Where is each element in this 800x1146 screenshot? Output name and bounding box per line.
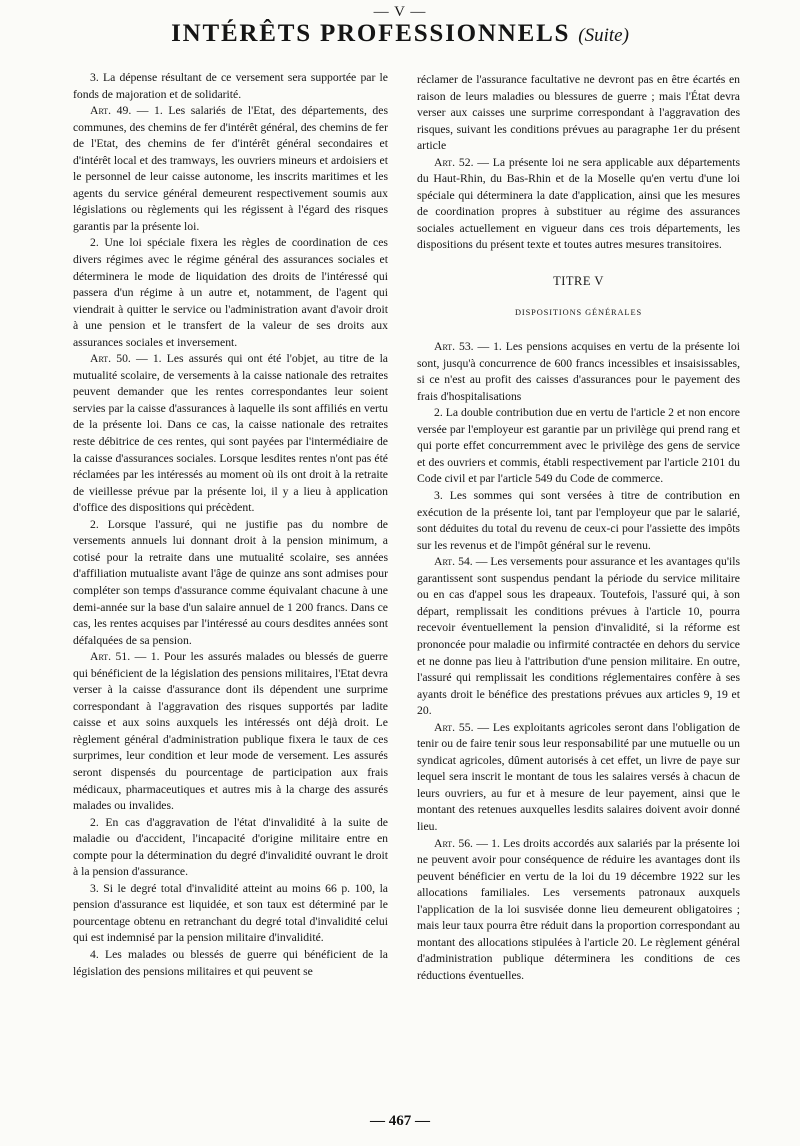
paragraph-text: 3. Les sommes qui sont versées à titre de contribution en exécution de la présente loi, tant par l'employeur que par le salarié, sont déduites du total du revenu de ceux-ci pour l'assiette des impôts sur les revenus et de l'impôt général sur le revenu. bbox=[417, 489, 740, 552]
paragraph bbox=[73, 649, 388, 814]
paragraph bbox=[73, 235, 388, 351]
paragraph-text: — 1. Les salariés de l'Etat, des départements, des communes, des chemins de fer d'intérêt général, des chemins de fer de l'Etat, des chemins de fer d'intérêt général secondaires et d'intérêt local et des tramways, les ouvriers mineurs et ardoisiers et le personnel de leur caisse autonome, les inscrits maritimes et les agents du service général demeurent respectivement soumis aux législations ou règlements qui les régissent à l'égard des risques garantis par la présente loi. bbox=[73, 104, 389, 233]
article-label: Art. 49. bbox=[90, 104, 132, 118]
paragraph bbox=[417, 339, 740, 405]
page-number: — 467 — bbox=[370, 1113, 430, 1129]
paragraph bbox=[417, 405, 740, 488]
paragraph bbox=[73, 103, 388, 235]
paragraph-text: 4. Les malades ou blessés de guerre qui bénéficient de la législation des pensions militaires et qui peuvent se bbox=[73, 947, 388, 978]
paragraph-text: 2. En cas d'aggravation de l'état d'invalidité à la suite de maladie ou d'accident, l'incapacité d'origine militaire entre en compte pour la détermination du degré d'invalidité ouvrant le droit à la pension d'assurance. bbox=[73, 815, 388, 879]
paragraph bbox=[417, 155, 740, 254]
paragraph-text: — La présente loi ne sera applicable aux départements du Haut-Rhin, du Bas-Rhin et de la Moselle qu'en vertu d'une loi spéciale qui déterminera la date d'application, ainsi que les mesures de coordination propres à substituer au régime des assurances sociales actuellement en vigueur dans ces trois départements, les dispositions du présent texte et toutes autres mesures transitoires. bbox=[417, 155, 740, 252]
section-heading: TITRE V bbox=[553, 274, 604, 289]
article-label: Art. 55. bbox=[434, 720, 474, 734]
paragraph bbox=[73, 815, 388, 881]
page-title: INTÉRÊTS PROFESSIONNELS bbox=[171, 20, 571, 47]
paragraph-text: réclamer de l'assurance facultative ne devront pas en être écartés en raison de leurs maladies ou blessures de guerre ; mais l'État devra verser aux caisses une surprime correspondant à l'aggravation des risques, suivant les conditions prévues au paragraphe 1er du présent article bbox=[417, 73, 740, 153]
paragraph-text: — 1. Les droits accordés aux salariés par la présente loi ne peuvent avoir pour conséquence de réduire les avantages dont ils peuvent bénéficier en vertu de la loi du 19 décembre 1922 sur les allocations familiales. Les versements patronaux auxquels l'application de la loi susvisée donne lieu demeurent obligatoires ; mais leur taux pourra être réduit dans la proportion correspondant au montant des allocations stipulées à l'article 20. Le règlement général d'administration publique déterminera les conditions de ces réductions éventuelles. bbox=[417, 836, 741, 982]
paragraph-text: 3. La dépense résultant de ce versement sera supportée par le fonds de majoration et de solidarité. bbox=[73, 71, 388, 101]
paragraph bbox=[73, 517, 388, 649]
paragraph-text: 2. Lorsque l'assuré, qui ne justifie pas du nombre de versements annuels lui donnant droit à la pension minimum, a cotisé pour la retraite dans une mutualité scolaire, ses années d'affiliation mutualiste avant l'âge de quinze ans sont admises pour compléter son temps d'assurance comme équivalant chacune à une demi-année sur la base d'un salaire annuel de 1 200 francs. Dans ce cas, les rentes acquises par l'intéressé au cours desdites années sont défalquées de sa pension. bbox=[73, 517, 388, 647]
paragraph-text: — Les exploitants agricoles seront dans l'obligation de tenir ou de faire tenir sous leur responsabilité par une mutuelle ou un syndicat agricoles, dûment autorisés à cet effet, un livre de paye sur lequel sera inscrit le montant de tous les salaires versés à chacun de leurs ouvriers, au fur et à mesure de leur payement, ainsi que le montant des retenues auxquelles lesdits salaires doivent avoir donné lieu. bbox=[417, 720, 740, 833]
article-label: Art. 52. bbox=[434, 155, 474, 169]
paragraph bbox=[417, 836, 740, 985]
page-title-suite: (Suite) bbox=[578, 25, 629, 46]
paragraph bbox=[417, 488, 740, 554]
paragraph bbox=[73, 351, 388, 516]
roman-page-marker: — V — bbox=[373, 4, 427, 20]
article-label: Art. 56. bbox=[434, 836, 473, 850]
article-label: Art. 51. bbox=[90, 650, 131, 664]
paragraph bbox=[417, 720, 740, 836]
paragraph-text: 3. Si le degré total d'invalidité atteint au moins 66 p. 100, la pension d'assurance est liquidée, et son taux est déterminé par le pourcentage obtenu en retranchant du degré total d'invalidité celui qui est indemnisé par la pension militaire d'invalidité. bbox=[73, 881, 388, 945]
article-label: Art. 54. bbox=[434, 555, 473, 569]
paragraph bbox=[73, 70, 388, 103]
section-subheading: DISPOSITIONS GÉNÉRALES bbox=[514, 307, 643, 317]
paragraph-text: 2. La double contribution due en vertu de l'article 2 et non encore versée par l'employeur est garantie par un privilège qui prend rang et qui porte effet concurremment avec le privilège des gens de service et des ouvriers et commis, établi respectivement par l'article 2101 du Code civil et par l'article 549 du Code de commerce. bbox=[417, 406, 740, 486]
paragraph bbox=[73, 947, 388, 980]
paragraph-text: — 1. Pour les assurés malades ou blessés de guerre qui bénéficient de la législation des pensions militaires, l'Etat devra verser à la caisse d'assurance dont ils dépendent une surprime correspondant à l'aggravation des risques supportés par ladite caisse et aux soins auxquels les intéressés ont déjà droit. Le règlement général d'administration publique fixera le taux de ces surprimes, leur condition et leur mode de versement. Les assurés seront dispensés du pourcentage de participation aux frais médicaux, pharmaceutiques et autres mis à la charge des assurés malades ou invalides. bbox=[73, 650, 388, 813]
paragraph bbox=[417, 72, 740, 155]
paragraph bbox=[417, 554, 740, 719]
paragraph-text: — Les versements pour assurance et les avantages qu'ils garantissent sont suspendus pendant la période du service militaire ou en cas d'appel sous les drapeaux. Toutefois, l'assuré qui, à son départ, remplissait les conditions prévues à l'article 10, pourra recevoir éventuellement la pension d'invalidité, si la réforme est prononcée pour maladie ou infirmité contractée en dehors du service et ne donne pas lieu à l'attribution d'une pension militaire. En outre, l'assuré qui remplissait les conditions réglementaires confère à ses ayants droit le bénéfice des prestations prévues aux articles 9, 19 et 20. bbox=[417, 555, 740, 718]
right-text-column bbox=[417, 72, 740, 984]
page-header bbox=[0, 20, 800, 48]
article-label: Art. 53. bbox=[434, 340, 474, 354]
paragraph-text: — 1. Les assurés qui ont été l'objet, au titre de la mutualité scolaire, de versements à la caisse nationale des retraites peuvent demander que les rentes correspondantes leur soient servies par la caisse d'assurances à laquelle ils sont affiliés en vertu de la présente loi. Dans ce cas, la caisse nationale des retraites reste débitrice de ces rentes, qui sont payées par l'intermédiaire de la caisse d'assurances sociales. Lorsque lesdites rentes n'ont pas été réclamées par les intéressés au moment où ils ont droit à la retraite de vieillesse prévue par la présente loi, il y a lieu à application d'office des dispositions qui précèdent. bbox=[73, 352, 388, 515]
article-label: Art. 50. bbox=[90, 352, 131, 366]
paragraph-text: — 1. Les pensions acquises en vertu de la présente loi sont, jusqu'à concurrence de 600 francs incessibles et insaisissables, si ce n'est au profit des caisses d'assurances pour le payement des frais d'hospitalisations bbox=[417, 340, 740, 403]
left-text-column bbox=[73, 70, 388, 980]
paragraph-text: 2. Une loi spéciale fixera les règles de coordination de ces divers régimes avec le régime général des assurances sociales et déterminera le mode de liquidation des droits de l'intéressé qui passera d'un régime à un autre et, notamment, de l'agent qui viendrait à quitter le service ou l'administration avant d'avoir droit à une pension et le transfert de la valeur de ses droits aux assurances sociales et inversement. bbox=[73, 236, 388, 349]
paragraph bbox=[73, 881, 388, 947]
